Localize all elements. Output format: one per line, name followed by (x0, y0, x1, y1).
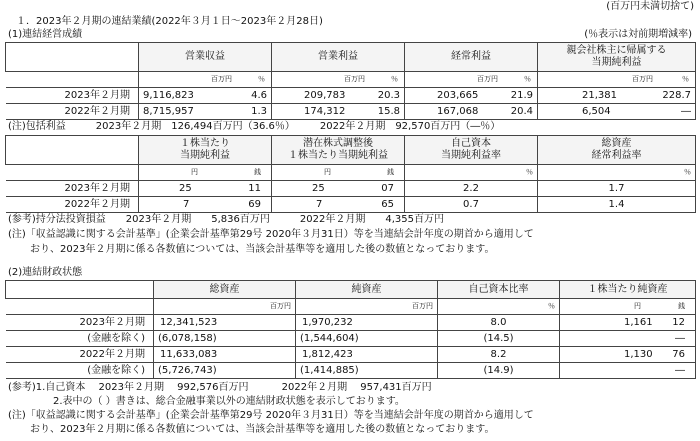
equity-method-note: (参考)持分法投資損益 2023年２月期 5,836百万円 2022年２月期 4,355百万円 (8, 214, 444, 225)
header-total-assets: 総資産 (154, 281, 296, 299)
table-row: (金融を除く) (5,726,743) (1,414,885) (14.9) ― (6, 363, 696, 379)
table-row: 2022年２月期 11,633,083 1,812,423 8.2 1,130 76 (6, 347, 696, 363)
table-row: 2022年２月期 7 69 7 65 0.7 1.4 (6, 197, 696, 213)
header-net-income: 親会社株主に帰属する 当期純利益 (538, 43, 696, 72)
comprehensive-income-note: (注)包括利益 2023年２月期 126,494百万円（36.6％） 2022年２月期 92,570百万円（―％） (8, 121, 501, 132)
row-label: (金融を除く) (6, 331, 154, 347)
operating-results-table: 営業収益 営業利益 経常利益 親会社株主に帰属する 当期純利益 百万円 ％ 百万円 ％ 百万円 ％ 百万円 ％ 2023年２月期 9,116,823 4.6 209,783 20.3 203,665 21.9 21,381 228.7 2022年２月期 8,715,957 1.3 174,312 15.8 167,068 20.4 6,504 ― (5, 42, 696, 120)
row-label: 2022年２月期 (6, 197, 139, 213)
section1-heading: １．2023年２月期の連結業績(2022年３月１日～2023年２月28日) (16, 16, 323, 27)
row-label: 2023年２月期 (6, 315, 154, 331)
unit-note: (百万円未満切捨て) (606, 1, 694, 12)
financial-position-heading: (2)連結財政状態 (8, 267, 83, 278)
row-label: 2023年２月期 (6, 88, 139, 104)
table-row: (金融を除く) (6,078,158) (1,544,604) (14.5) ― (6, 331, 696, 347)
row-label: 2022年２月期 (6, 104, 139, 120)
header-bps: １株当たり純資産 (560, 281, 696, 299)
header-operating-revenue: 営業収益 (139, 43, 272, 72)
accounting-note-line2: おり、2023年２月期に係る各数値については、当該会計基準等を適用した後の数値となっております。 (30, 244, 495, 255)
row-label: 2023年２月期 (6, 181, 139, 197)
header-net-assets: 純資産 (296, 281, 438, 299)
per-share-table: １株当たり 当期純利益 潜在株式調整後 １株当たり当期純利益 自己資本 当期純利益率 総資産 経常利益率 円 銭 円 銭 ％ ％ 2023年２月期 25 11 25 07 2.2 1.7 2022年２月期 7 69 7 65 0.7 1.4 (5, 135, 696, 213)
accounting-note-line1: (注)「収益認識に関する会計基準」(企業会計基準第29号 2020年３月31日）等を当連結会計年度の期首から適用して (8, 229, 534, 240)
table-row: 2023年２月期 25 11 25 07 2.2 1.7 (6, 181, 696, 197)
header-operating-income: 営業利益 (272, 43, 405, 72)
header-roa: 総資産 経常利益率 (538, 136, 696, 165)
row-label: 2022年２月期 (6, 347, 154, 363)
note-line1: (注)「収益認識に関する会計基準」(企業会計基準第29号 2020年３月31日）等を当連結会計年度の期首から適用して (8, 410, 534, 421)
reference-line2: 2.表中の（ ）書きは、総合金融事業以外の連結財政状態を表示しております。 (53, 396, 405, 407)
table-row: 2022年２月期 8,715,957 1.3 174,312 15.8 167,068 20.4 6,504 ― (6, 104, 696, 120)
percent-note: (％表示は対前期増減率) (584, 29, 692, 40)
row-label: (金融を除く) (6, 363, 154, 379)
financial-position-table: 総資産 純資産 自己資本比率 １株当たり純資産 百万円 百万円 ％ 円 銭 2023年２月期 12,341,523 1,970,232 8.0 1,161 12 (金融を除く) (6,078,158) (1,544,604) (14.5) ― 2022年２月期 11,633,083 1,812,423 8.2 1,130 76 (金融を除く) (5,726,743) (1,414,885) (14.9) ― (5, 280, 696, 379)
reference-line1: (参考)1.自己資本 2023年２月期 992,576百万円 2022年２月期 957,431百万円 (8, 382, 432, 393)
results-subheading: (1)連結経営成績 (8, 29, 83, 40)
header-roe: 自己資本 当期純利益率 (405, 136, 538, 165)
table-row: 2023年２月期 9,116,823 4.6 209,783 20.3 203,665 21.9 21,381 228.7 (6, 88, 696, 104)
table-row: 2023年２月期 12,341,523 1,970,232 8.0 1,161 12 (6, 315, 696, 331)
header-eps: １株当たり 当期純利益 (139, 136, 272, 165)
header-equity-ratio: 自己資本比率 (438, 281, 560, 299)
header-ordinary-income: 経常利益 (405, 43, 538, 72)
note-line2: おり、2023年２月期に係る各数値については、当該会計基準等を適用した後の数値となっております。 (30, 424, 495, 435)
header-diluted-eps: 潜在株式調整後 １株当たり当期純利益 (272, 136, 405, 165)
